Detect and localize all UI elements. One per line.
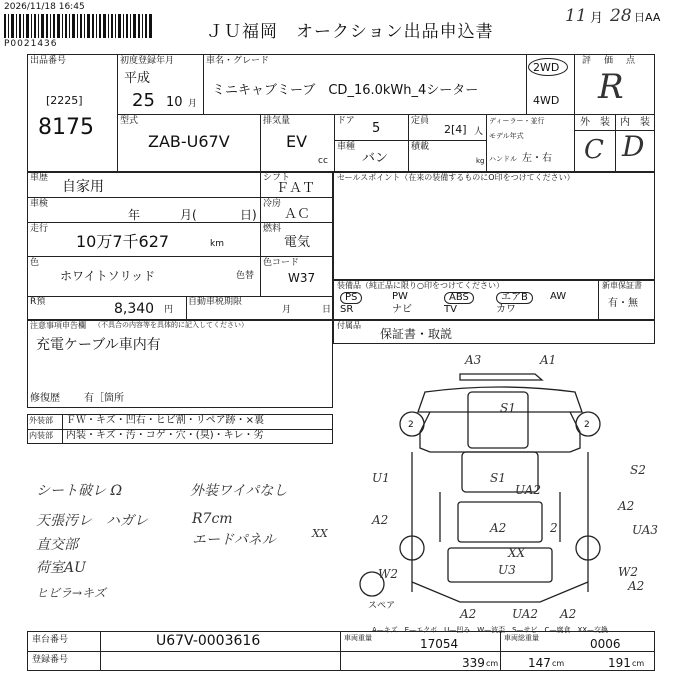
equipment-item: SR: [340, 304, 354, 315]
notes-text: 充電ケーブル車内有: [36, 337, 161, 353]
reg-label: 初度登録年月: [120, 56, 175, 66]
inspect-month: 月(: [180, 208, 197, 222]
checklist-ext-label: 外装部: [29, 416, 53, 425]
damage-mark: A2: [490, 521, 507, 535]
car-name: ミニキャブミーブ CD_16.0kWh_4シーター: [212, 83, 479, 98]
damage-mark: A2: [560, 607, 577, 621]
reg-number-label: 登録番号: [32, 655, 69, 665]
handle-label: ハンドル: [489, 155, 517, 163]
stats-label-1: 車両重量: [344, 634, 372, 642]
sales-point-block: [333, 172, 655, 280]
shift-value: ＦＡＴ: [276, 181, 316, 196]
mileage-unit: km: [210, 239, 224, 249]
damage-mark: UA3: [632, 523, 659, 537]
barcode: [4, 14, 154, 38]
capacity-value: 2[4]: [444, 123, 467, 136]
fuel-label: 燃料: [263, 224, 282, 234]
chassis-value: U67V-0003616: [156, 633, 261, 649]
damage-mark: A3: [465, 353, 482, 367]
use-value: 自家用: [62, 179, 104, 195]
damage-mark: A2: [628, 579, 645, 593]
repair-value: 有［箇所: [84, 393, 124, 404]
handwritten-note-6: 外装ワイパなし: [190, 483, 288, 499]
recycle-value: 8,340: [114, 301, 155, 317]
checklist-int-label: 内装部: [29, 431, 53, 440]
notes-label-sub: （不具合の内容等を具体的に記入してください）: [94, 321, 248, 329]
checklist-ext-items: ＦＷ・キズ・凹右・ヒビ割・リペア跡・×裏: [66, 415, 264, 426]
model-year-label: モデル年式: [489, 132, 524, 140]
length-unit: cm: [486, 659, 499, 668]
damage-mark: S1: [490, 471, 506, 485]
capacity-unit: 人: [474, 127, 484, 137]
damage-mark: W2: [618, 565, 638, 579]
spare-label: スペア: [368, 601, 396, 611]
accessories-label: 付属品: [337, 321, 361, 330]
diagram-legend: A—キズ E—エクボ U—凹み W—波歪 S—サビ C—腐食 XX—交換: [372, 626, 609, 634]
sales-point-label: セールスポイント（在来の装備するものにO印をつけてください）: [337, 173, 575, 182]
width-unit: cm: [552, 659, 565, 668]
damage-mark: XX: [508, 546, 526, 560]
equipment-item: ナビ: [392, 304, 412, 315]
ext-label: 外 装: [580, 117, 610, 128]
equipment-grid: [340, 292, 594, 318]
handwritten-note-7: R7cm: [192, 511, 233, 527]
disp-label: 排気量: [263, 116, 291, 126]
damage-mark: U3: [498, 563, 516, 577]
handwritten-note-3: 直交部: [36, 537, 78, 553]
damage-mark: UA2: [515, 483, 542, 497]
grade-value: R: [598, 67, 624, 107]
date-month: 11: [565, 6, 587, 26]
equipment-item: PS: [340, 292, 362, 304]
recycle-label: R預: [30, 297, 46, 307]
equipment-item: カワ: [496, 304, 516, 315]
height-value: 191: [608, 656, 631, 670]
mileage-label: 走行: [30, 224, 49, 234]
int-label: 内 装: [620, 117, 650, 128]
equipment-label: 装備品（純正品に限り○印をつけてください）: [337, 281, 504, 290]
chassis-label: 車台番号: [32, 635, 69, 645]
reg-month-unit: 月: [188, 99, 198, 109]
damage-mark: U1: [372, 471, 390, 485]
equipment-item: AW: [550, 291, 567, 302]
page-title: ＪＵ福岡 オークション出品申込書: [206, 22, 494, 42]
color-value: ホワイトソリッド: [60, 269, 156, 283]
equipment-item: エアB: [496, 292, 533, 304]
notes-label: 注意事項申告欄: [30, 321, 86, 330]
barcode-text: P0021436: [4, 39, 58, 49]
date-day: 28: [610, 6, 632, 26]
svg-text:2: 2: [408, 420, 414, 430]
shift-label: シフト: [263, 173, 291, 183]
fuel-value: 電気: [284, 235, 311, 250]
disp-value: EV: [286, 132, 308, 151]
grade-label: 評 価 点: [582, 56, 638, 66]
color-code-label: 色コード: [263, 258, 300, 268]
repair-label: 修復歴: [30, 393, 60, 404]
equipment-item: ABS: [444, 292, 474, 304]
inspect-day: 日): [240, 208, 257, 222]
name-label: 車名・グレード: [206, 56, 270, 66]
damage-mark: A1: [540, 353, 557, 367]
damage-mark: UA2: [512, 607, 539, 621]
color-change-label: 色替: [236, 271, 255, 281]
stat-2: 0006: [590, 637, 621, 651]
drive-2wd: 2WD: [533, 61, 560, 74]
checklist-int-items: 内装・キズ・汚・コゲ・穴・(臭)・キレ・劣: [66, 430, 264, 441]
int-value: D: [622, 130, 645, 163]
ac-label: 冷房: [263, 199, 282, 209]
equipment-item: PW: [392, 291, 408, 302]
handle-value: 左・右: [522, 153, 552, 164]
accessories-value: 保証書・取説: [380, 327, 453, 341]
lot-label: 出品番号: [30, 56, 67, 66]
mileage-value: 10万7千627: [76, 232, 170, 251]
handwritten-note-1: シート破レ Ω: [36, 483, 123, 499]
body-value: バン: [362, 151, 389, 166]
body-label: 車種: [337, 142, 356, 152]
kg-label: kg: [476, 157, 485, 165]
disp-unit: cc: [318, 156, 328, 166]
equipment-item: TV: [444, 304, 457, 315]
doors-value: 5: [372, 121, 381, 136]
damage-mark: A2: [618, 499, 635, 513]
damage-mark: S1: [500, 401, 516, 415]
recycle-unit: 円: [164, 305, 174, 315]
height-unit: cm: [632, 659, 645, 668]
inspect-year: 年: [128, 208, 141, 222]
ac-value: ＡＣ: [284, 207, 311, 222]
recycle-expiry-label: 自動車税期限: [188, 297, 243, 307]
car-damage-diagram: [350, 352, 660, 627]
damage-mark: S2: [630, 463, 646, 477]
damage-mark: A2: [460, 607, 477, 621]
width-value: 147: [528, 656, 551, 670]
damage-mark: 2: [550, 521, 558, 535]
length-value: 339: [462, 656, 485, 670]
svg-text:2: 2: [584, 420, 590, 430]
capacity-label: 定員: [411, 116, 430, 126]
lot-sub: [2225]: [46, 94, 83, 107]
drive-4wd: 4WD: [533, 94, 560, 107]
inspect-label: 車検: [30, 199, 49, 209]
handwritten-note-8: エードパネル: [192, 532, 276, 548]
handwritten-note-4: 荷室AU: [36, 560, 86, 576]
damage-mark: A2: [372, 513, 389, 527]
month-label: 月: [590, 11, 604, 26]
model-value: ZAB-U67V: [148, 132, 230, 151]
new-car-label: 新車保証書: [602, 281, 642, 290]
stat-1: 17054: [420, 637, 459, 651]
recycle-month: 月: [282, 305, 292, 315]
reg-year: 25: [132, 90, 155, 111]
doors-label: ドア: [337, 116, 355, 126]
lot-number: 8175: [38, 115, 94, 140]
notes-block: [27, 320, 333, 408]
handwritten-note-5: ヒビラ→キズ: [36, 586, 106, 600]
dealer-label: ディーラー・並行: [489, 117, 545, 125]
new-car-value: 有・無: [608, 298, 638, 309]
stats-label-2: 車両総重量: [504, 634, 539, 642]
payload-label: 積載: [411, 142, 430, 152]
timestamp: 2026/11/18 16:45: [4, 2, 85, 12]
use-label: 車歴: [30, 173, 49, 183]
color-code: W37: [288, 271, 316, 285]
ext-value: C: [584, 135, 604, 165]
recycle-day: 日: [322, 305, 332, 315]
handwritten-note-9: XX: [312, 527, 328, 540]
day-label: 日AA: [634, 11, 661, 24]
era: 平成: [124, 71, 151, 86]
model-label: 型式: [120, 116, 139, 126]
reg-month: 10: [166, 95, 183, 110]
handwritten-note-2: 天張汚レ ハガレ: [36, 513, 148, 529]
color-label: 色: [30, 258, 40, 268]
damage-mark: W2: [378, 567, 398, 581]
